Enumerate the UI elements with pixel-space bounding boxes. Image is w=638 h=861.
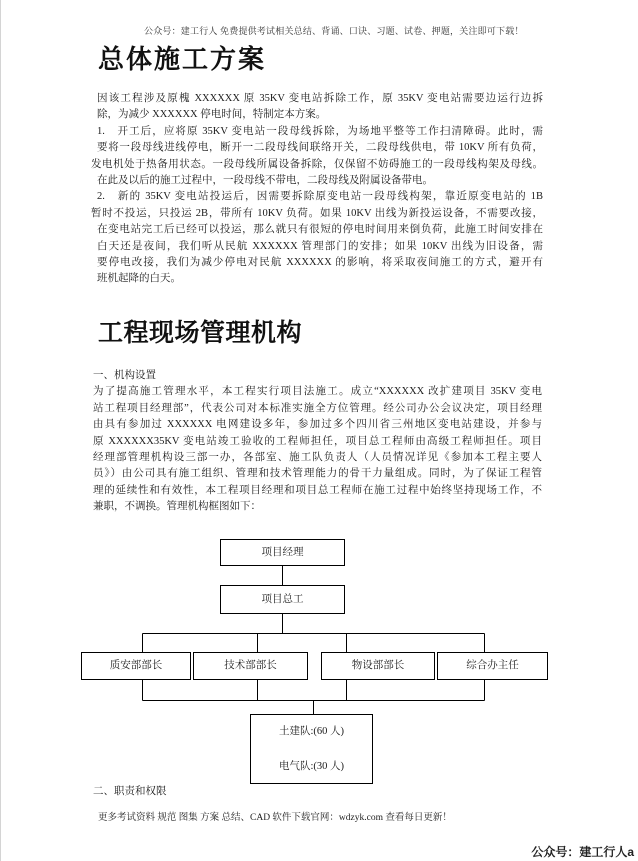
watermark-text: 公众号：建工行人a xyxy=(531,845,634,859)
org-box-chief-engineer: 项目总工 xyxy=(220,585,345,614)
section-title-site-management: 工程现场管理机构 xyxy=(98,319,303,347)
text-line: 经理部管理机构设三部一办，各部室、施工队负责人（人员情况详见《参加本工程主要人 xyxy=(93,451,542,463)
text-line: 班机起降的白天。 xyxy=(97,273,181,285)
subheading-organization: 一、机构设置 xyxy=(93,370,156,381)
text-line: 为了提高施工管理水平，本工程实行项目法施工。成立“XXXXXX 改扩建项目 35KV 变电 xyxy=(93,386,542,398)
section2-body xyxy=(93,368,542,516)
subheading-duties: 二、职责和权限 xyxy=(93,786,167,797)
text-line: 要将一段母线进线停电，断开一二段母线间联络开关，二段母线供电，带 10KV 所有负荷， xyxy=(97,142,543,154)
org-box-quality-safety: 质安部部长 xyxy=(81,652,191,680)
text-line: 1. 开工后，应将原 35KV 变电站一段母线拆除，为场地平整等工作扫清障碍。此时，需 xyxy=(97,125,543,137)
text-line: 员》）由公司具有施工组织、管理和技术管理能力的骨干力量组成。同时，为了保证工程管 xyxy=(93,468,542,480)
team-civil: 土建队:(60 人) xyxy=(278,726,345,737)
text-line: 白天还是夜间，我们听从民航 XXXXXX 管理部门的安排；如果 10KV 出线为旧设备，需 xyxy=(97,240,543,252)
text-line: 理的延续性和有效性，本工程项目经理和项目总工程师在施工过程中始终坚持现场工作，不 xyxy=(93,484,542,496)
team-electrical: 电气队:(30 人) xyxy=(278,761,345,772)
text-line: 兼职，不调换。管理机构框图如下： xyxy=(93,501,261,513)
text-line: 在变电站完工后已经可以投运，那么就只有很短的停电时间用来倒负荷，此施工时间安排在 xyxy=(97,224,543,236)
org-box-work-teams xyxy=(250,714,373,784)
text-line: 在此及以后的施工过程中，一段母线不带电，二段母线及附属设备带电。 xyxy=(97,174,433,186)
text-line: 发电机处于热备用状态。一段母线所属设备拆除，仅保留不妨碍施工的一段母线构架及母线。 xyxy=(91,158,543,170)
org-box-general-office: 综合办主任 xyxy=(437,652,548,680)
text-line: 要停电改接，我们为减少停电对民航 XXXXXX 的影响，将采取夜间施工的方式，避开有 xyxy=(97,256,543,268)
text-line: 原 XXXXXX35KV 变电站竣工验收的工程师担任，项目总工程师由高级工程师担任。项目 xyxy=(93,435,542,447)
org-box-project-manager: 项目经理 xyxy=(220,539,345,566)
section-title-overall-plan: 总体施工方案 xyxy=(98,44,267,74)
header-notice: 公众号：建工行人 免费提供考试相关总结、背诵、口诀、习题、试卷、押题，关注即可下载！ xyxy=(144,26,524,36)
footer-note: 更多考试资料 规范 图集 方案 总结、CAD 软件下载官网：wdzyk.com 查看每日更新！ xyxy=(98,813,452,823)
text-line: 2. 新的 35KV 变电站投运后，因需要拆除原变电站一段母线构架，靠近原变电站的 1B xyxy=(97,191,543,203)
org-box-materials: 物设部部长 xyxy=(321,652,435,680)
org-box-technical: 技术部部长 xyxy=(193,652,308,680)
section1-body xyxy=(91,91,543,288)
text-line: 除，为减少 XXXXXX 停电时间，特制定本方案。 xyxy=(97,109,327,121)
text-line: 由具有参加过 XXXXXX 电网建设多年，参加过多个四川省三州地区变电站建设，并参与 xyxy=(93,419,542,431)
text-line: 站工程项目经理部”，代表公司对本标准实施全方位管理。经公司办公会议决定，项目经理 xyxy=(93,402,542,414)
text-line: 因该工程涉及原槐 XXXXXX 原 35KV 变电站拆除工作，原 35KV 变电站需要边运行边拆 xyxy=(97,93,543,104)
text-line: 暂时不投运，只投运 2B，带所有 10KV 负荷。如果 10KV 出线为新投运设备，不需要改接， xyxy=(91,207,543,219)
